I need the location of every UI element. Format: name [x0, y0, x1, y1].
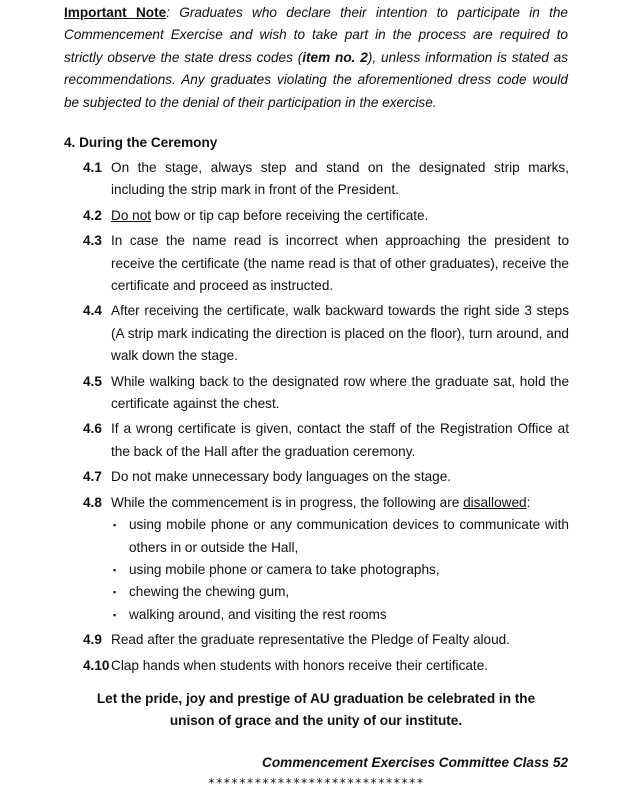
important-note — [64, 2, 568, 114]
rule-text: Read after the graduate representative the Pledge of Fealty aloud. — [111, 632, 511, 648]
rule-item — [83, 230, 569, 297]
rule-number: 4.4 — [83, 303, 102, 319]
disallowed-text: using mobile phone or camera to take photographs, — [129, 561, 440, 577]
rule-item — [83, 371, 569, 416]
bullet-icon: ▪ — [113, 564, 117, 575]
rule-number: 4.6 — [83, 421, 102, 437]
section-title: 4. During the Ceremony — [64, 135, 218, 150]
rule-emphasis: Do not — [111, 207, 152, 223]
ceremony-rules-list — [83, 157, 569, 680]
rule-item — [83, 157, 569, 202]
disallowed-item — [111, 581, 569, 603]
star-divider: **************************** — [207, 776, 425, 790]
closing-line-2: unison of grace and the unity of our institute. — [169, 713, 463, 729]
rule-number: 4.7 — [83, 469, 102, 485]
rule-number: 4.10 — [83, 657, 110, 673]
rule-number: 4.1 — [83, 160, 102, 175]
disallowed-item — [111, 514, 569, 559]
rule-number: 4.2 — [83, 207, 102, 223]
rule-text: Do not make unnecessary body languages on the stage. — [111, 469, 452, 485]
disallowed-item — [111, 604, 569, 626]
rule-item — [83, 418, 569, 463]
disallowed-text: chewing the chewing gum, — [129, 584, 290, 600]
rule-item — [83, 492, 569, 626]
important-note-text-2: ), unless information is stated as recommendations. Any graduates violating the aforementioned dress code would be subjected to the denial of their participation in the exercise. — [64, 49, 568, 110]
rule-text: If a wrong certificate is given, contact the staff of the Registration Office at the back of the Hall after the graduation ceremony. — [111, 421, 569, 459]
important-note-ref: item no. 2 — [302, 49, 368, 65]
disallowed-text: using mobile phone or any communication devices to communicate with others in or outside the Hall, — [129, 517, 569, 555]
rule-text: bow or tip cap before receiving the certificate. — [151, 207, 429, 223]
rule-emphasis: disallowed — [463, 494, 527, 510]
important-note-text-1: : Graduates who declare their intention to participate in the Commencement Exercise and wish to take part in the process are required to strictly observe the state dress codes ( — [64, 5, 568, 65]
rule-item — [83, 205, 569, 227]
rule-item — [83, 300, 569, 367]
rule-number: 4.3 — [83, 233, 102, 249]
rule-text: While the commencement is in progress, the following are — [111, 494, 464, 510]
rule-number: 4.9 — [83, 632, 102, 648]
rule-text: While walking back to the designated row where the graduate sat, hold the certificate against the chest. — [111, 373, 569, 412]
rule-text: Clap hands when students with honors receive their certificate. — [111, 657, 489, 673]
rule-item — [83, 466, 569, 488]
rule-item — [83, 655, 569, 677]
rule-text: In case the name read is incorrect when approaching the president to receive the certificate (the name read is that of other graduates), receive the certificate and proceed as instructed. — [111, 233, 569, 294]
rule-item — [83, 629, 569, 651]
rule-text: After receiving the certificate, walk backward towards the right side 3 steps (A strip mark indicating the direction is placed on the floor), turn around, and walk down the stage. — [111, 303, 569, 364]
rule-number: 4.8 — [83, 494, 102, 510]
rule-text: On the stage, always step and stand on the designated strip marks, including the strip mark in front of the President. — [111, 160, 569, 198]
committee-signature: Commencement Exercises Committee Class 52 — [262, 755, 568, 770]
closing-statement — [64, 688, 568, 733]
bullet-icon: ▪ — [113, 587, 117, 598]
disallowed-item — [111, 559, 569, 581]
rule-text: : — [526, 494, 531, 510]
disallowed-text: walking around, and visiting the rest rooms — [129, 606, 387, 622]
disallowed-list — [111, 514, 569, 626]
bullet-icon: ▪ — [113, 609, 117, 620]
closing-line-1: Let the pride, joy and prestige of AU graduation be celebrated in the — [96, 691, 536, 706]
rule-number: 4.5 — [83, 373, 102, 389]
important-note-lead: Important Note — [64, 5, 167, 20]
bullet-icon: ▪ — [113, 520, 117, 531]
